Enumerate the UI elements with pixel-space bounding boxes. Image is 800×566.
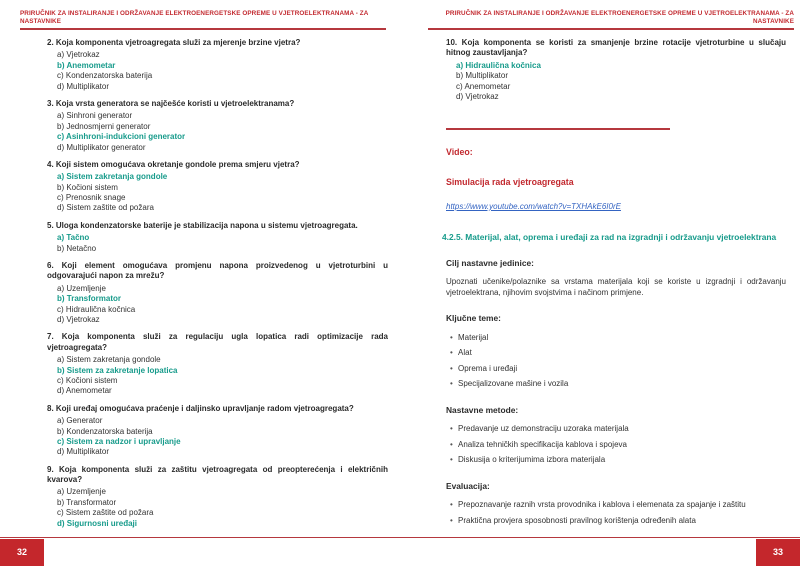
question — [47, 465, 388, 529]
answer-option: a) Sinhroni generator — [57, 111, 133, 121]
video-title: Simulacija rada vjetroagregata — [446, 176, 574, 187]
video-label: Video: — [446, 147, 473, 158]
page-number-left: 32 — [0, 539, 44, 566]
bullet-list — [446, 500, 786, 526]
bullet-text: Materijal — [458, 333, 489, 343]
answer-option: d) Multiplikator generator — [57, 142, 146, 152]
answer-option: d) Vjetrokaz — [456, 91, 499, 101]
answer-option: b) Jednosmjerni generator — [57, 121, 151, 131]
answer-option: b) Netačno — [57, 243, 97, 253]
question — [47, 261, 388, 325]
running-header-left: PRIRUČNIK ZA INSTALIRANJE I ODRŽAVANJE ELEKTROENERGETSKE OPREME U VJETROELEKTRANAMA - ZA NASTAVNIKE — [20, 10, 386, 30]
answer-option: d) Multiplikator — [57, 447, 110, 457]
footer-rule-left — [0, 537, 400, 538]
bullet-item — [450, 500, 786, 510]
bullet-text: Specijalizovane mašine i vozila — [458, 379, 569, 389]
section-subheading: Cilj nastavne jedinice: — [446, 258, 534, 268]
answer-option: d) Sistem zaštite od požara — [57, 203, 154, 213]
question — [47, 38, 388, 92]
video-link[interactable]: https://www.youtube.com/watch?v=TXHAkE6I0rE — [446, 201, 621, 211]
answer-option: a) Uzemljenje — [57, 487, 106, 497]
bullet-dot-icon: • — [450, 363, 453, 373]
answer-option: b) Kočioni sistem — [57, 182, 118, 192]
answer-option: a) Sistem zakretanja gondole — [57, 355, 161, 365]
bullet-item — [450, 516, 786, 526]
answer-option: d) Vjetrokaz — [57, 314, 100, 324]
section-paragraph: Upoznati učenike/polaznike sa vrstama materijala koji se koriste u izgradnji i održavanju vjetroelektrana, njihovim svojstvima i načinom primjene. — [446, 276, 786, 297]
bullet-text: Diskusija o kriterijumima izbora materijala — [458, 455, 606, 465]
question — [47, 404, 388, 458]
question-text: 6. Koji element omogućava promjenu napona proizvedenog u vjetroturbini u odgovarajući napon za mrežu? — [47, 261, 388, 281]
question — [47, 160, 388, 214]
question-text: 9. Koja komponenta služi za zaštitu vjetroagregata od preopterećenja i električnih kvarova? — [47, 464, 388, 485]
bullet-text: Alat — [458, 348, 472, 358]
answer-option-correct: d) Sigurnosni uređaji — [57, 518, 138, 528]
answer-option: a) Generator — [57, 416, 103, 426]
answer-option-correct: b) Anemometar — [57, 60, 116, 70]
answer-option: b) Multiplikator — [456, 71, 509, 81]
bullet-item — [450, 333, 786, 343]
quiz-questions-left — [47, 38, 388, 536]
bullet-item — [450, 440, 786, 450]
answer-option: c) Sistem zaštite od požara — [57, 508, 154, 518]
question-text: 4. Koji sistem omogućava okretanje gondole prema smjeru vjetra? — [47, 159, 300, 169]
bullet-item — [450, 379, 786, 389]
answer-option: a) Vjetrokaz — [57, 50, 100, 60]
question-text: 8. Koji uređaj omogućava praćenje i daljinsko upravljanje radom vjetroagregata? — [47, 403, 354, 413]
bullet-list — [446, 424, 786, 465]
bullet-text: Oprema i uređaji — [458, 363, 518, 373]
section-subheading: Nastavne metode: — [446, 404, 519, 415]
answer-option: c) Kočioni sistem — [57, 375, 118, 385]
bullet-item — [450, 364, 786, 374]
section-blocks — [446, 258, 786, 526]
answer-option-correct: b) Transformator — [57, 294, 122, 304]
answer-option: c) Anemometar — [456, 81, 511, 91]
right-page-content — [442, 38, 786, 531]
bullet-dot-icon: • — [450, 424, 453, 434]
answer-option: a) Uzemljenje — [57, 283, 106, 293]
answer-option-correct: a) Hidraulična kočnica — [456, 60, 541, 70]
footer-rule-right — [400, 537, 800, 538]
answer-option: b) Kondenzatorska baterija — [57, 426, 153, 436]
bullet-dot-icon: • — [450, 500, 453, 510]
quiz-questions-right — [446, 38, 786, 102]
question-text: 5. Uloga kondenzatorske baterije je stabilizacija napona u sistemu vjetroagregata. — [47, 220, 358, 230]
answer-option-correct: c) Asinhroni-indukcioni generator — [57, 132, 186, 142]
question — [47, 332, 388, 396]
bullet-text: Analiza tehničkih specifikacija kablova i spojeva — [458, 439, 627, 449]
page-number-right: 33 — [756, 539, 800, 566]
bullet-dot-icon: • — [450, 379, 453, 389]
bullet-item — [450, 455, 786, 465]
bullet-item — [450, 424, 786, 434]
answer-option: d) Multiplikator — [57, 81, 110, 91]
section-subheading: Evaluacija: — [446, 480, 490, 491]
bullet-text: Prepoznavanje raznih vrsta provodnika i kablova i elemenata za spajanje i zaštitu — [458, 500, 746, 510]
answer-option-correct: b) Sistem za zakretanje lopatica — [57, 365, 178, 375]
bullet-dot-icon: • — [450, 455, 453, 465]
bullet-text: Predavanje uz demonstraciju uzoraka materijala — [458, 424, 629, 434]
answer-option-correct: a) Sistem zakretanja gondole — [57, 172, 168, 182]
bullet-dot-icon: • — [450, 439, 453, 449]
question-text: 3. Koja vrsta generatora se najčešće koristi u vjetroelektranama? — [47, 98, 295, 108]
question-text: 7. Koja komponenta služi za regulaciju ugla lopatica radi optimizacije rada vjetroagregata? — [47, 332, 388, 352]
question — [47, 99, 388, 153]
page-right — [400, 0, 800, 566]
answer-option: b) Transformator — [57, 497, 117, 507]
bullet-dot-icon: • — [450, 333, 453, 343]
running-header-right: PRIRUČNIK ZA INSTALIRANJE I ODRŽAVANJE ELEKTROENERGETSKE OPREME U VJETROELEKTRANAMA - ZA NASTAVNIKE — [428, 10, 794, 30]
section-subheading: Ključne teme: — [446, 313, 501, 324]
bullet-list — [446, 333, 786, 390]
section-heading-425: 4.2.5. Materijal, alat, oprema i uređaji za rad na izgradnji i održavanju vjetroelektrana — [442, 232, 777, 243]
question — [47, 221, 388, 254]
answer-option: c) Prenosnik snage — [57, 193, 126, 203]
question-text: 10. Koja komponenta se koristi za smanjenje brzine rotacije vjetroturbine u slučaju hitnog zaustavljanja? — [446, 38, 786, 58]
bullet-item — [450, 348, 786, 358]
section-divider-rule — [446, 128, 670, 130]
answer-option-correct: a) Tačno — [57, 233, 90, 243]
answer-option: c) Hidraulična kočnica — [57, 304, 136, 314]
bullet-dot-icon: • — [450, 348, 453, 358]
answer-option: c) Kondenzatorska baterija — [57, 71, 153, 81]
question — [446, 38, 786, 102]
answer-option: d) Anemometar — [57, 386, 112, 396]
answer-option-correct: c) Sistem za nadzor i upravljanje — [57, 436, 181, 446]
question-text: 2. Koja komponenta vjetroagregata služi za mjerenje brzine vjetra? — [47, 38, 301, 47]
bullet-text: Praktična provjera sposobnosti pravilnog korištenja određenih alata — [458, 515, 696, 525]
bullet-dot-icon: • — [450, 515, 453, 525]
